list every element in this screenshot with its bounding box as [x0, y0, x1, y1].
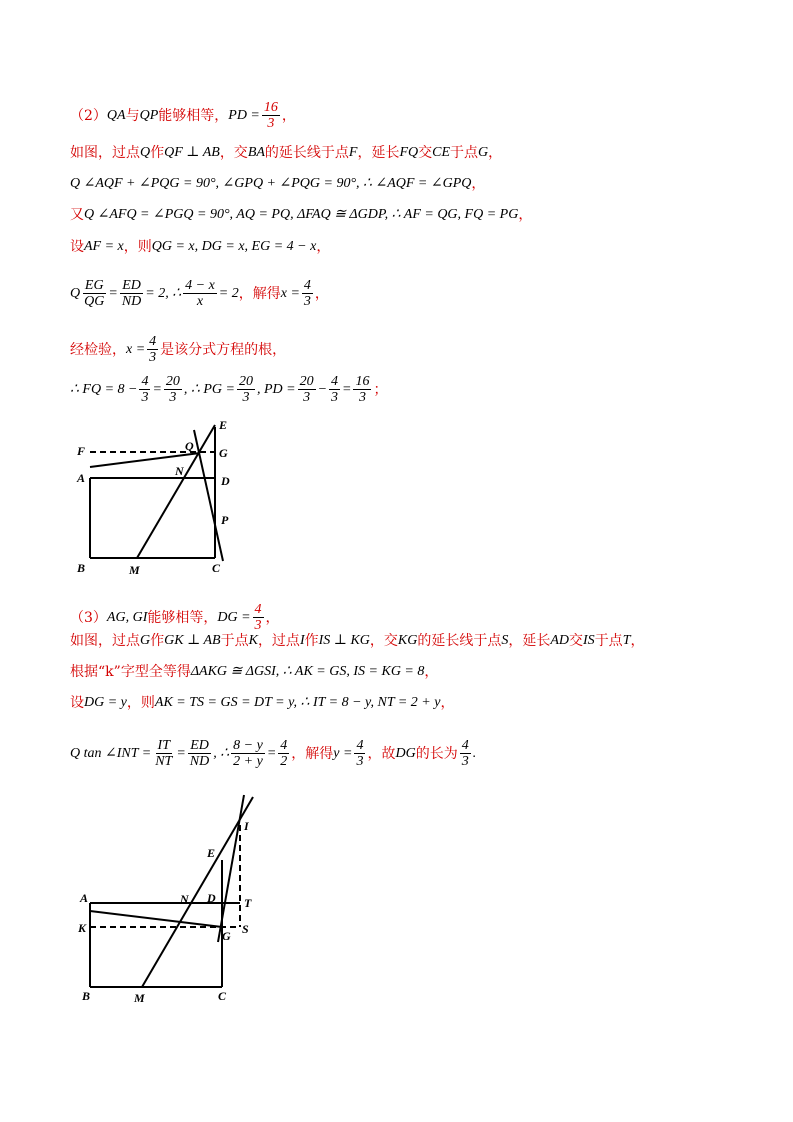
part2-line8: ∴ FQ = 8 − $\frac{4}{3}$ = $\frac{20}{3}$ , ∴ PG = $\frac{20}{3}$ , PD = $\frac{20}{3}$ − $\frac{4}{3}$ = $\frac{16}{3}$ ； — [70, 374, 388, 406]
label-D: D — [221, 474, 230, 488]
label-Q: Q — [185, 439, 194, 453]
part3-line4: 设 DG = y ，则 AK = TS = GS = DT = y, ∴ IT = 8 − y, NT = 2 + y ， — [70, 695, 455, 711]
label-N: N — [180, 892, 189, 906]
label-M: M — [134, 991, 145, 1005]
label-E: E — [219, 418, 228, 432]
label-D: D — [207, 891, 216, 905]
part2-line3: Q ∠AQF + ∠PQG = 90°, ∠GPQ + ∠PQG = 90°, ∴ ∠AQF = ∠GPQ ， — [70, 176, 486, 192]
text: （2） — [70, 107, 107, 124]
part3-line3: 根据“ k ”字型全等得 ΔAKG ≅ ΔGSI, ∴ AK = GS, IS = KG = 8 ， — [70, 664, 439, 680]
label-I: I — [244, 819, 249, 833]
geometry-figure-2 — [60, 785, 280, 1010]
part3-line2: 如图，过点 G 作 GK ⊥ AB 于点 K ，过点 I 作 IS ⊥ KG ，交 KG 的延长线于点 S ，延长 AD 交 IS 于点 T ， — [70, 633, 645, 649]
label-B: B — [82, 989, 91, 1003]
math: PD = — [228, 107, 260, 123]
math: QP — [139, 107, 159, 123]
text: 能够相等， — [158, 107, 229, 124]
label-N: N — [175, 464, 184, 478]
label-C: C — [212, 561, 221, 575]
label-B: B — [77, 561, 86, 575]
text: ， — [281, 107, 296, 124]
part2-line5: 设 AF = x ，则 QG = x, DG = x, EG = 4 − x ， — [70, 239, 331, 255]
label-C: C — [218, 989, 227, 1003]
part2-line6: Q $\frac{EG}{QG}$ = $\frac{ED}{ND}$ = 2, ∴ $\frac{4 - x}{x}$ = 2 ，解得 x = $\frac{4}{3}$ ， — [70, 278, 329, 310]
label-T: T — [244, 896, 252, 910]
label-G: G — [219, 446, 228, 460]
label-F: F — [77, 444, 86, 458]
text: 与 — [125, 107, 140, 124]
label-S: S — [242, 922, 249, 936]
part2-line2: 如图，过点 Q 作 QF ⊥ AB ，交 BA 的延长线于点 F ，延长 FQ 交 CE 于点 G ， — [70, 145, 503, 161]
part3-line5: Q tan ∠INT = $\frac{IT}{NT}$ = $\frac{ED}{ND}$ , ∴ $\frac{8 - y}{2 + y}$ = $\frac{4}{2}$ ，解得 y = $\frac{4}{3}$ ，故 DG 的长为 $\frac{4}{3}$ . — [70, 738, 477, 770]
label-A: A — [77, 471, 86, 485]
geometry-figure-1 — [60, 415, 260, 580]
label-G: G — [222, 929, 231, 943]
part2-line4: 又 Q ∠AFQ = ∠PGQ = 90°, AQ = PQ, ΔFAQ ≅ ΔGDP, ∴ AF = QG, FQ = PG ， — [70, 207, 533, 223]
part2-line7: 经检验， x = $\frac{4}{3}$ 是该分式方程的根， — [70, 334, 287, 366]
label-E: E — [207, 846, 216, 860]
label-A: A — [80, 891, 89, 905]
part3-header: （3） AG, GI 能够相等， DG = $\frac{4}{3}$ ， — [70, 602, 280, 634]
label-M: M — [129, 563, 140, 577]
part2-header — [70, 100, 296, 132]
math: QA — [106, 107, 126, 123]
label-P: P — [221, 513, 229, 527]
label-K: K — [78, 921, 87, 935]
fraction: $\frac{16}{3}$ — [263, 100, 278, 132]
